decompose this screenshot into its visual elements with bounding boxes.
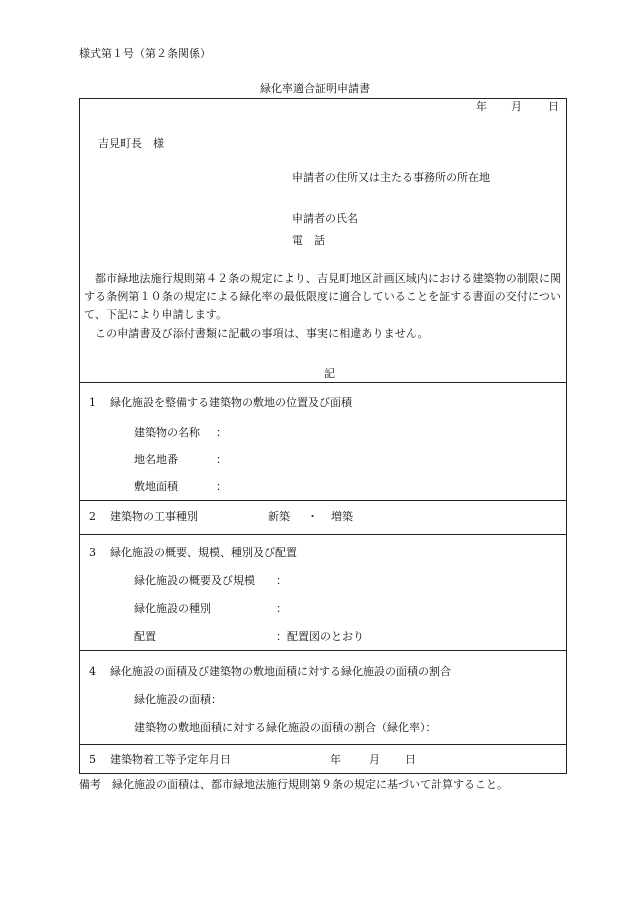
divider-5 bbox=[79, 744, 567, 745]
section2-number: 2 bbox=[89, 510, 96, 523]
green-overview-label: 緑化施設の概要及び規模 bbox=[134, 574, 255, 587]
lot-number-colon: ： bbox=[216, 453, 227, 466]
section1-number: 1 bbox=[89, 396, 96, 409]
start-date-day: 日 bbox=[405, 753, 416, 766]
remarks: 備考 緑化施設の面積は、都市緑地法施行規則第９条の規定に基づいて計算すること。 bbox=[79, 778, 508, 791]
applicant-address-label: 申請者の住所又は主たる事務所の所在地 bbox=[292, 171, 490, 184]
lot-number-label: 地名地番 bbox=[134, 453, 178, 466]
layout-value: ：配置図のとおり bbox=[276, 630, 364, 643]
option-new-construction: 新築 bbox=[268, 510, 290, 523]
section4-number: 4 bbox=[89, 665, 96, 678]
section4-heading: 緑化施設の面積及び建築物の敷地面積に対する緑化施設の面積の割合 bbox=[110, 665, 451, 678]
ki-label: 記 bbox=[324, 367, 335, 380]
applicant-name-label: 申請者の氏名 bbox=[292, 212, 358, 225]
date-month-label: 月 bbox=[511, 100, 522, 113]
layout-label: 配置 bbox=[134, 630, 156, 643]
section3-number: 3 bbox=[89, 546, 96, 559]
body-paragraph-1: 都市緑地法施行規則第４２条の規定により、吉見町地区計画区域内における建築物の制限に関する条例第１０条の規定による緑化率の最低限度に適合していることを証する書面の交付について、下記により申請します。 bbox=[84, 272, 562, 321]
date-day-label: 日 bbox=[548, 100, 559, 113]
section5-heading: 建築物着工等予定年月日 bbox=[110, 753, 231, 766]
section5-number: 5 bbox=[89, 753, 96, 766]
section3-heading: 緑化施設の概要、規模、種別及び配置 bbox=[110, 546, 297, 559]
site-area-label: 敷地面積 bbox=[134, 480, 178, 493]
green-area-label: 緑化施設の面積： bbox=[134, 693, 222, 706]
form-title: 緑化率適合証明申請書 bbox=[260, 82, 370, 95]
divider-1 bbox=[79, 382, 567, 383]
section1-heading: 緑化施設を整備する建築物の敷地の位置及び面積 bbox=[110, 396, 352, 409]
option-extension: 増築 bbox=[331, 510, 353, 523]
green-type-value: ： bbox=[276, 602, 287, 615]
green-overview-value: ： bbox=[276, 574, 287, 587]
section2-heading: 建築物の工事種別 bbox=[110, 510, 198, 523]
applicant-phone-label: 電 話 bbox=[292, 234, 325, 247]
option-separator: ・ bbox=[307, 510, 318, 523]
body-paragraph-2: この申請書及び添付書類に記載の事項は、事実に相違ありません。 bbox=[95, 327, 429, 340]
green-ratio-label: 建築物の敷地面積に対する緑化施設の面積の割合（緑化率）： bbox=[134, 721, 437, 734]
building-name-colon: ： bbox=[216, 426, 227, 439]
building-name-label: 建築物の名称 bbox=[134, 426, 200, 439]
green-type-label: 緑化施設の種別 bbox=[134, 602, 211, 615]
addressee: 吉見町長 様 bbox=[98, 137, 164, 150]
divider-2 bbox=[79, 500, 567, 501]
date-year-label: 年 bbox=[476, 100, 487, 113]
start-date-year: 年 bbox=[330, 753, 341, 766]
start-date-month: 月 bbox=[369, 753, 380, 766]
divider-4 bbox=[79, 650, 567, 651]
site-area-colon: ： bbox=[216, 480, 227, 493]
divider-3 bbox=[79, 534, 567, 535]
form-id: 様式第１号（第２条関係） bbox=[79, 47, 211, 60]
